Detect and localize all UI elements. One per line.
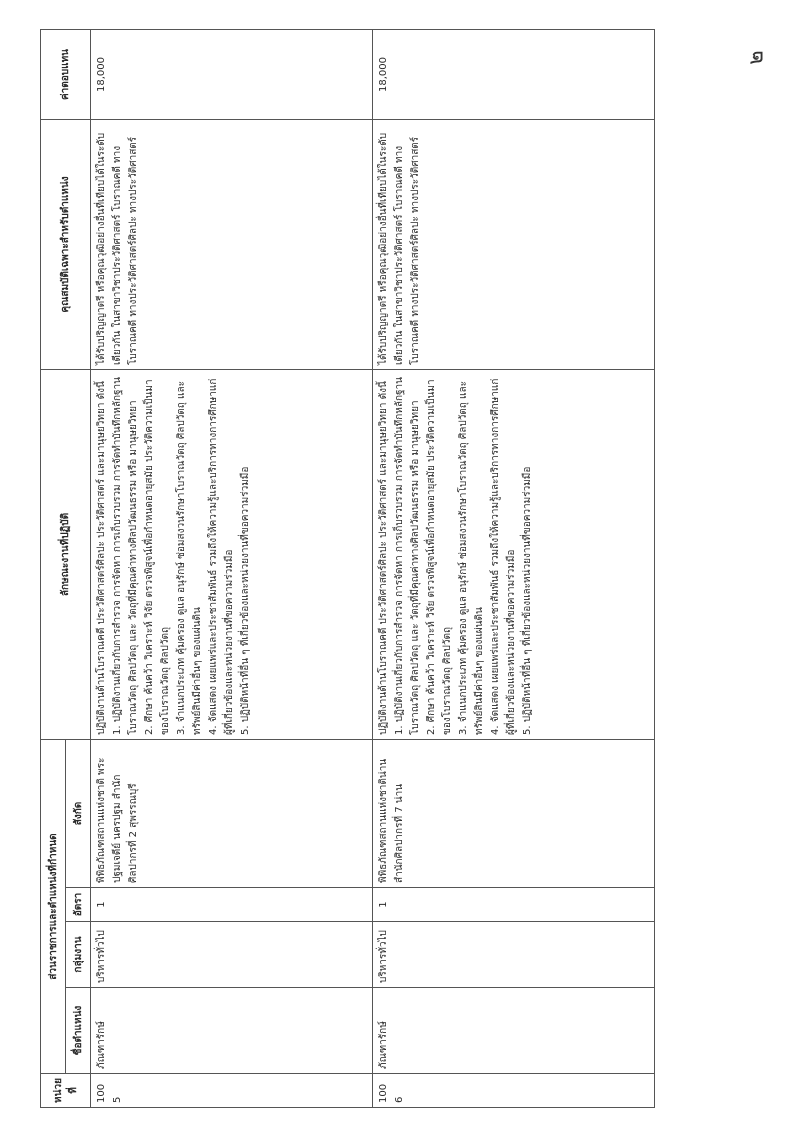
row-no: 1006 — [373, 1074, 655, 1108]
row-affiliation: พิพิธภัณฑสถานแห่งชาติน่าน สำนักศิลปากรที่ 7 น่าน — [373, 740, 655, 888]
header-duties: ลักษณะงานที่ปฏิบัติ — [41, 370, 91, 740]
row-qualifications: ได้รับปริญญาตรี หรือคุณวุฒิอย่างอื่นที่เทียบได้ในระดับเดียวกัน ในสาขาวิชาประวัติศาสตร์ โบราณคดี ทางโบราณคดี ทางประวัติศาสตร์ศิลปะ ทางประวัติศาสตร์ — [373, 120, 655, 370]
header-pay: ค่าตอบแทน — [41, 30, 91, 120]
row-group: บริหารทั่วไป — [91, 922, 373, 988]
row-rate: 1 — [91, 888, 373, 922]
duty-item: 1. ปฏิบัติงานเกี่ยวกับการสำรวจ การจัดหา การเก็บรวบรวม การจัดทำบันทึกหลักฐานโบราณวัตถุ ศิลปวัตถุ และ วัตถุที่มีคุณค่าทางศิลปวัฒนธรรม หรือ มานุษยวิทยา — [112, 377, 139, 735]
header-group: ส่วนราชการและตำแหน่งที่กำหนด — [41, 740, 66, 1074]
duties-intro: ปฏิบัติงานด้านโบราณคดี ประวัติศาสตร์ศิลปะ ประวัติศาสตร์ และมานุษยวิทยา ดังนี้ — [378, 381, 389, 735]
table-row — [91, 30, 373, 1108]
duty-item: 5. ปฏิบัติหน้าที่อื่น ๆ ที่เกี่ยวข้องและหน่วยงานที่ขอความร่วมมือ — [522, 466, 533, 735]
position-table-sheet — [40, 30, 702, 1108]
row-duties — [91, 370, 373, 740]
duties-intro: ปฏิบัติงานด้านโบราณคดี ประวัติศาสตร์ศิลปะ ประวัติศาสตร์ และมานุษยวิทยา ดังนี้ — [96, 381, 107, 735]
row-position: ภัณฑารักษ์ — [91, 988, 373, 1074]
duty-item: 1. ปฏิบัติงานเกี่ยวกับการสำรวจ การจัดหา การเก็บรวบรวม การจัดทำบันทึกหลักฐานโบราณวัตถุ ศิลปวัตถุ และ วัตถุที่มีคุณค่าทางศิลปวัฒนธรรม หรือ มานุษยวิทยา — [394, 377, 421, 735]
row-group: บริหารทั่วไป — [373, 922, 655, 988]
duty-item: 3. จำแนกประเภท คุ้มครอง ดูแล อนุรักษ์ ซ่อมสงวนรักษาโบราณวัตถุ ศิลปวัตถุ และ ทรัพย์สินมีค่าอื่นๆ ของแผ่นดิน — [176, 381, 203, 735]
row-pay: 18,000 — [373, 30, 655, 120]
table-row — [373, 30, 655, 1108]
header-affiliation: สังกัด — [66, 740, 91, 888]
row-rate: 1 — [373, 888, 655, 922]
header-unit: หน่วย — [52, 1078, 64, 1103]
row-duties — [373, 370, 655, 740]
header-rate: อัตรา — [66, 888, 91, 922]
row-pay: 18,000 — [91, 30, 373, 120]
duty-item: 3. จำแนกประเภท คุ้มครอง ดูแล อนุรักษ์ ซ่อมสงวนรักษาโบราณวัตถุ ศิลปวัตถุ และ ทรัพย์สินมีค่าอื่นๆ ของแผ่นดิน — [458, 381, 485, 735]
page-number: ๒ — [743, 50, 769, 65]
duty-item: 5. ปฏิบัติหน้าที่อื่น ๆ ที่เกี่ยวข้องและหน่วยงานที่ขอความร่วมมือ — [240, 466, 251, 735]
header-no: ที่ — [67, 1087, 79, 1094]
duty-item: 2. ศึกษา ค้นคว้า วิเคราะห์ วิจัย ตรวจพิสูจน์เพื่อกำหนดอายุสมัย ประวัติความเป็นมาของโบราณวัตถุ ศิลปวัตถุ — [144, 379, 171, 735]
row-qualifications: ได้รับปริญญาตรี หรือคุณวุฒิอย่างอื่นที่เทียบได้ในระดับเดียวกัน ในสาขาวิชาประวัติศาสตร์ โบราณคดี ทางโบราณคดี ทางประวัติศาสตร์ศิลปะ ทางประวัติศาสตร์ — [91, 120, 373, 370]
duty-item: 2. ศึกษา ค้นคว้า วิเคราะห์ วิจัย ตรวจพิสูจน์เพื่อกำหนดอายุสมัย ประวัติความเป็นมาของโบราณวัตถุ ศิลปวัตถุ — [426, 379, 453, 735]
duty-item: 4. จัดแสดง เผยแพร่และประชาสัมพันธ์ รวมถึงให้ความรู้และบริการทางการศึกษาแก่ผู้ที่เกี่ยวข้องและหน่วยงานที่ขอความร่วมมือ — [208, 378, 235, 735]
header-qualifications: คุณสมบัติเฉพาะสำหรับตำแหน่ง — [41, 120, 91, 370]
position-table — [40, 29, 655, 1108]
header-position: ชื่อตำแหน่ง — [66, 988, 91, 1074]
row-no: 1005 — [91, 1074, 373, 1108]
header-unit-no — [41, 1074, 91, 1108]
duty-item: 4. จัดแสดง เผยแพร่และประชาสัมพันธ์ รวมถึงให้ความรู้และบริการทางการศึกษาแก่ผู้ที่เกี่ยวข้องและหน่วยงานที่ขอความร่วมมือ — [490, 378, 517, 735]
row-affiliation: พิพิธภัณฑสถานแห่งชาติ พระปฐมเจดีย์ นครปฐม สำนักศิลปากรที่ 2 สุพรรณบุรี — [91, 740, 373, 888]
row-position: ภัณฑารักษ์ — [373, 988, 655, 1074]
header-work-group: กลุ่มงาน — [66, 922, 91, 988]
